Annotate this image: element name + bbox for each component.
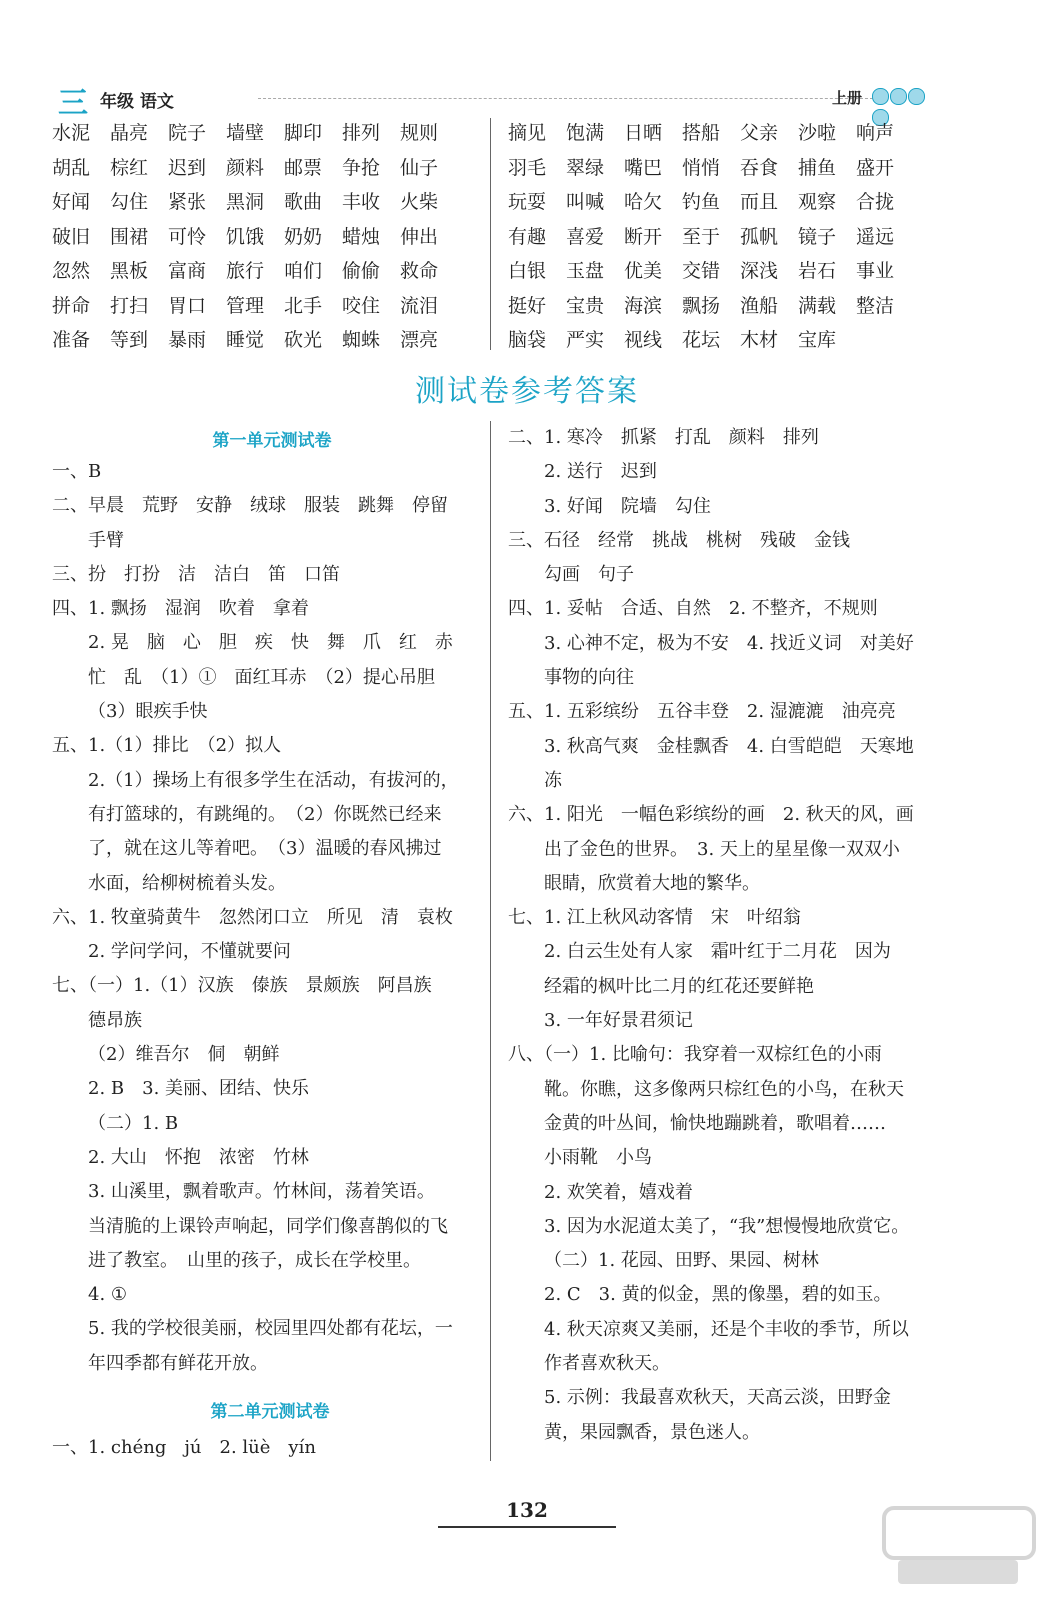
word-item: 破旧 [52,225,91,248]
answer-line: 2. 大山 怀抱 浓密 竹林 [88,1146,309,1168]
dot-icon [890,88,907,105]
word-item: 砍光 [284,329,323,351]
dot-icon [872,88,889,105]
word-item: 捕鱼 [798,156,837,179]
word-item: 富商 [168,260,207,282]
word-item: 胃口 [168,294,207,317]
answer-line: 六、1. 牧童骑黄牛 忽然闭口立 所见 清 袁枚 [52,906,453,928]
word-item: 打扫 [110,294,149,317]
word-item: 黑洞 [226,191,265,213]
word-item: 饱满 [566,122,605,144]
word-item: 有趣 [508,225,547,248]
word-item: 宝贵 [566,294,605,317]
answer-line: （2）维吾尔 侗 朝鲜 [88,1044,280,1066]
word-item: 蜡烛 [342,225,381,248]
word-item: 院子 [168,122,207,144]
answer-line: 2. C 3. 黄的似金，黑的像墨，碧的如玉。 [544,1284,892,1306]
answer-line: 3. 秋高气爽 金桂飘香 4. 白雪皑皑 天寒地 [544,735,914,757]
word-item: 挺好 [508,294,547,317]
word-column-divider [490,118,491,350]
unit1-title: 第一单元测试卷 [212,431,332,451]
page-header [58,84,938,121]
word-item: 悄悄 [682,156,721,179]
answer-line: 有打篮球的，有跳绳的。 （2）你既然已经来 [88,803,442,825]
answer-line: 5. 我的学校很美丽，校园里四处都有花坛，一 [88,1318,453,1340]
dot-icon [908,88,925,105]
answers-left-column [52,455,488,1465]
word-item: 叫喊 [566,191,605,213]
watermark-logo-icon [880,1500,1040,1590]
word-item: 海滨 [624,294,663,317]
answer-line: 了，就在这儿等着吧。 （3）温暖的春风拂过 [88,838,442,860]
answer-line: 一、1. chéng jú 2. lüè yín [52,1437,316,1459]
answer-line: 黄，果园飘香，景色迷人。 [544,1421,760,1443]
word-item: 管理 [226,294,265,317]
word-left-row [52,187,472,222]
unit2-title-block [52,1381,488,1431]
word-item: 棕红 [110,156,149,179]
word-item: 哈欠 [624,191,663,213]
word-item: 观察 [798,191,837,213]
word-item: 木材 [740,329,779,351]
word-item: 勾住 [110,191,149,213]
answer-column-divider [490,421,491,1461]
answer-line: （二）1. 花园、田野、果园、树林 [544,1250,819,1272]
answer-line: 3. 好闻 院墙 勾住 [544,495,711,517]
unit2-title: 第二单元测试卷 [210,1402,330,1423]
word-left-row [52,118,472,153]
word-item: 孤帆 [740,225,779,248]
grade-subject: 年级 语文 [100,92,174,112]
answer-line: 三、石径 经常 挑战 桃树 残破 金钱 [508,529,850,551]
answers-right-column [508,421,944,1450]
answer-line: 手臂 [88,529,124,551]
answer-line: 四、1. 妥帖 合适、自然 2. 不整齐，不规则 [508,598,878,620]
word-left-row [52,291,472,326]
word-item: 等到 [110,329,149,351]
word-item: 歌曲 [284,191,323,213]
word-item: 咱们 [284,260,323,282]
answer-line: 2. 学问学问，不懂就要问 [88,941,291,963]
word-item: 盛开 [856,156,895,179]
answer-line: 八、（一）1. 比喻句：我穿着一双棕红色的小雨 [508,1044,882,1066]
answer-line: 冻 [544,769,562,791]
answer-line: 七、1. 江上秋风动客情 宋 叶绍翁 [508,907,801,929]
answer-line: 靴。你瞧，这多像两只棕红色的小鸟，在秋天 [544,1078,904,1100]
answer-line: 4. ① [88,1284,128,1306]
word-right-row [508,222,928,257]
answer-line: 二、1. 寒冷 抓紧 打乱 颜料 排列 [508,427,819,448]
answer-line: 5. 示例：我最喜欢秋天，天高云淡，田野金 [544,1387,891,1409]
word-right-row [508,118,928,153]
word-left-row [52,256,472,291]
answer-line: 五、1.（1）排比 （2）拟人 [52,735,282,757]
word-item: 仙子 [400,156,439,179]
word-item: 胡乱 [52,156,91,179]
word-item: 救命 [400,260,439,282]
word-item: 墙壁 [226,122,265,144]
word-item: 晶亮 [110,122,149,144]
answer-line: 当清脆的上课铃声响起，同学们像喜鹊似的飞 [88,1215,448,1237]
word-item: 颜料 [226,156,265,179]
answer-line: 2.（1）操场上有很多学生在活动，有拔河的， [88,769,459,791]
grade-number: 三 [58,86,88,121]
word-item: 准备 [52,329,91,351]
answer-line: 2. 晃 脑 心 胆 疾 快 舞 爪 红 赤 [88,632,453,654]
word-item: 旅行 [226,260,265,282]
word-item: 日晒 [624,122,663,144]
word-item: 深浅 [740,260,779,282]
word-item: 花坛 [682,329,721,351]
word-item: 响声 [856,122,895,144]
word-item: 水泥 [52,122,91,144]
word-item: 黑板 [110,260,149,282]
word-left-row [52,325,472,360]
answer-line: 进了教室。 山里的孩子，成长在学校里。 [88,1249,421,1271]
answer-line: 眼睛，欣赏着大地的繁华。 [544,872,760,894]
word-item: 合拢 [856,191,895,213]
answer-line: 3. 一年好景君须记 [544,1010,693,1032]
answer-line: 出了金色的世界。 3. 天上的星星像一双双小 [544,838,900,860]
answer-line: 小雨靴 小鸟 [544,1147,652,1169]
answer-line: 事物的向往 [544,667,634,689]
word-item: 而且 [740,191,779,213]
answer-line: 3. 山溪里，飘着歌声。竹林间，荡着笑语。 [88,1181,435,1203]
answer-line: 三、扮 打扮 洁 洁白 笛 口笛 [52,563,340,585]
answer-line: 2. 白云生处有人家 霜叶红于二月花 因为 [544,941,891,963]
word-item: 翠绿 [566,156,605,179]
word-item: 蜘蛛 [342,329,381,351]
answer-line: 作者喜欢秋天。 [544,1353,670,1375]
word-item: 白银 [508,260,547,282]
word-item: 北手 [284,294,323,317]
word-item: 嘴巴 [624,156,663,179]
word-item: 规则 [400,122,439,144]
word-right-row [508,153,928,188]
word-item: 暴雨 [168,329,207,351]
word-item: 火柴 [400,191,439,213]
word-list-left [52,118,472,360]
word-right-row [508,187,928,222]
word-item: 视线 [624,329,663,351]
page-title: 测试卷参考答案 [415,374,639,409]
answer-line: 2. 送行 迟到 [544,461,657,483]
word-item: 至于 [682,225,721,248]
word-right-row [508,291,928,326]
word-item: 脚印 [284,122,323,144]
word-item: 脑袋 [508,329,547,351]
word-item: 围裙 [110,225,149,248]
word-item: 渔船 [740,294,779,317]
answer-line: 3. 心神不定，极为不安 4. 找近义词 对美好 [544,632,914,654]
word-item: 玩耍 [508,191,547,213]
word-item: 玉盘 [566,260,605,282]
header-divider [258,98,878,99]
word-right-row [508,325,928,360]
word-item: 镜子 [798,225,837,248]
answer-line: 2. B 3. 美丽、团结、快乐 [88,1078,310,1100]
answer-line: 年四季都有鲜花开放。 [88,1352,268,1374]
word-item: 奶奶 [284,225,323,248]
word-item: 拼命 [52,294,91,317]
word-item: 遥远 [856,225,895,248]
word-item: 伸出 [400,225,439,248]
word-item: 丰收 [342,191,381,213]
word-item: 事业 [856,260,895,282]
word-item: 排列 [342,122,381,144]
answer-line: 经霜的枫叶比二月的红花还要鲜艳 [544,975,814,997]
answer-line: 德昂族 [88,1009,142,1031]
word-item: 紧张 [168,191,207,213]
word-item: 搭船 [682,122,721,144]
word-item: 满载 [798,294,837,317]
word-item: 迟到 [168,156,207,179]
word-item: 宝库 [798,329,837,351]
word-item: 争抢 [342,156,381,179]
page-number-underline [438,1526,616,1528]
word-item: 严实 [566,329,605,351]
word-item: 可怜 [168,225,207,248]
word-item: 好闻 [52,191,91,213]
answer-line: 3. 因为水泥道太美了，“我”想慢慢地欣赏它。 [544,1215,910,1237]
answer-line: 七、（一）1.（1）汉族 傣族 景颇族 阿昌族 [52,975,432,997]
answer-line: 六、1. 阳光 一幅色彩缤纷的画 2. 秋天的风，画 [508,804,914,826]
word-item: 断开 [624,225,663,248]
word-item: 忽然 [52,260,91,282]
word-item: 邮票 [284,156,323,179]
word-item: 羽毛 [508,156,547,179]
word-item: 饥饿 [226,225,265,248]
word-item: 整洁 [856,294,895,317]
answer-line: 4. 秋天凉爽又美丽，还是个丰收的季节，所以 [544,1318,909,1340]
word-item: 优美 [624,260,663,282]
answer-line: 二、早晨 荒野 安静 绒球 服装 跳舞 停留 [52,495,448,517]
word-left-row [52,153,472,188]
word-item: 咬住 [342,294,381,317]
page-number: 132 [506,1498,548,1522]
answer-line: 勾画 句子 [544,564,634,586]
word-item: 偷偷 [342,260,381,282]
answer-line: 五、1. 五彩缤纷 五谷丰登 2. 湿漉漉 油亮亮 [508,701,896,723]
word-item: 摘见 [508,122,547,144]
word-item: 漂亮 [400,329,439,351]
word-item: 吞食 [740,156,779,179]
word-item: 钓鱼 [682,191,721,213]
answer-line: （3）眼疾手快 [88,701,208,723]
word-item: 交错 [682,260,721,282]
word-item: 流泪 [400,294,439,317]
answer-line: 水面，给柳树梳着头发。 [88,872,286,894]
word-item: 岩石 [798,260,837,282]
volume-label: 上册 [832,89,863,107]
word-item: 父亲 [740,122,779,144]
word-item: 飘扬 [682,294,721,317]
answer-line: 金黄的叶丛间，愉快地蹦跳着，歌唱着…… [544,1112,886,1134]
word-list-right [508,118,928,360]
answer-line: 四、1. 飘扬 湿润 吹着 拿着 [52,598,309,620]
word-item: 喜爱 [566,225,605,248]
answer-line: （二）1. B [88,1112,179,1134]
answer-line: 2. 欢笑着，嬉戏着 [544,1181,693,1203]
word-left-row [52,222,472,257]
word-item: 沙啦 [798,122,837,144]
answer-line: 一、B [52,461,102,482]
word-item: 睡觉 [226,329,265,351]
word-right-row [508,256,928,291]
answer-line: 忙 乱 （1）① 面红耳赤 （2）提心吊胆 [88,666,435,688]
